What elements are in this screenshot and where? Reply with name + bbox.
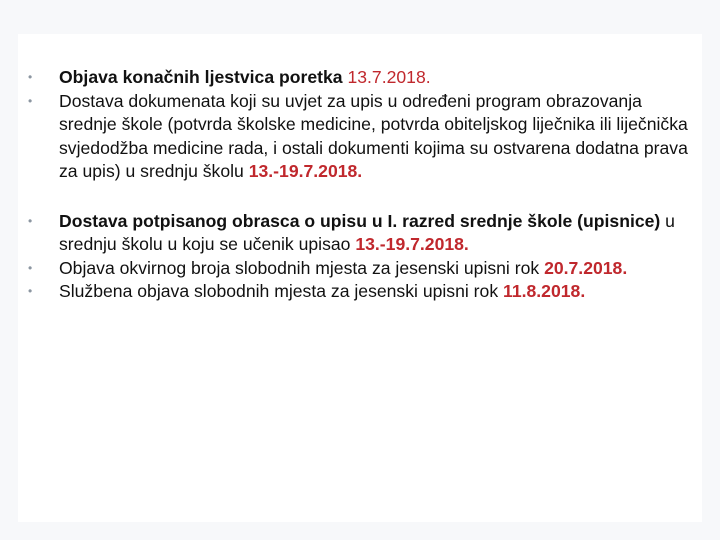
bullet-icon: • [28,260,33,275]
item-date: 13.-19.7.2018. [248,161,363,181]
item-text: Dostava dokumenata koji su uvjet za upis u određeni program obrazovanja srednje škole (potvrda školske medicine, potvrda obiteljskog liječnika ili liječnička svjedodžba medicine rada, i ostali dokumenti kojima su ostvarena dodatna prava za upis) u srednju školu [59,90,688,181]
item-text: Dostava potpisanog obrasca o upisu u I. razred srednje škole (upisnice) [59,210,661,231]
bullet-icon: • [28,93,33,108]
slide-frame-left [0,0,18,540]
bullet-icon: • [28,70,33,84]
slide-frame-top [0,0,720,34]
list-item [28,210,688,257]
bullet-icon: • [28,284,33,298]
item-date: 20.7.2018. [544,257,628,278]
slide-frame-right [702,0,720,540]
item-text: Službena objava slobodnih mjesta za jesenski upisni rok [59,281,504,301]
list-item [28,66,688,90]
list-item [28,257,688,281]
item-date: 13.7.2018. [347,67,431,87]
slide-frame-bottom [0,522,720,540]
bullet-list [28,66,688,304]
bullet-icon: • [28,213,33,228]
list-item [28,280,688,304]
item-date: 11.8.2018. [503,281,586,301]
item-text: Objava okvirnog broja slobodnih mjesta za jesenski upisni rok [59,257,545,278]
item-text: Objava konačnih ljestvica poretka [59,67,348,87]
item-date: 13.-19.7.2018. [355,234,469,254]
item-text-continued: u srednju školu u koju se učenik upisao [59,210,675,254]
list-item [28,90,688,184]
list-gap [28,184,688,210]
